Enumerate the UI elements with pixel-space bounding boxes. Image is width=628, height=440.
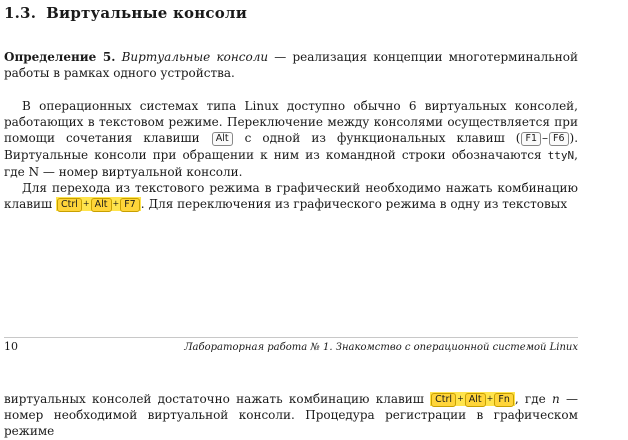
paragraph3-text-3: — номер необходимой виртуальной консоли. Процедура регистрации в графическом режиме: [4, 392, 578, 439]
key-plus: +: [486, 394, 494, 403]
definition-term: Виртуальные консоли: [121, 50, 269, 64]
key-plus: +: [112, 199, 120, 209]
key-combo-highlight: [56, 197, 141, 211]
tty-code: ttyN: [547, 148, 575, 162]
key-ctrl: Ctrl: [57, 198, 82, 212]
key-plus: +: [457, 394, 464, 403]
key-alt: Alt: [212, 132, 233, 146]
definition-text: — реализация концепции многотерминальной работы в рамках одного устройства.: [4, 50, 579, 81]
paragraph1-text-2: с одной из функциональных клавиш (: [233, 131, 521, 146]
paragraph3-text-1: виртуальных консолей достаточно нажать комбинацию клавиш: [4, 392, 431, 406]
paragraph1-text-5: , где N — номер виртуальной консоли.: [4, 147, 578, 179]
paragraph2-text-1: Для перехода из текстового режима в графический необходимо нажать комбинацию клавиш: [4, 181, 578, 212]
running-header: Лабораторная работа № 1. Знакомство с операционной системой Linux: [184, 342, 578, 353]
key-ctrl: Ctrl: [431, 393, 456, 407]
next-page-paragraph: [4, 391, 578, 440]
body-paragraphs: [4, 98, 578, 212]
paragraph1-dash: –: [542, 131, 548, 146]
definition-paragraph: [4, 49, 578, 81]
key-alt: Alt: [91, 198, 112, 212]
key-combo-highlight: [430, 392, 515, 406]
variable-n: n: [551, 392, 560, 406]
key-fn: Fn: [494, 393, 514, 407]
section-heading: [4, 4, 247, 22]
section-number: 1.3.: [4, 4, 37, 22]
paragraph1-text-1: В операционных системах типа Linux доступно обычно 6 виртуальных консолей, работающих в текстовом режиме. Переключение между консолями осуществляется при помощи сочетания клавиши: [4, 99, 578, 146]
section-title: Виртуальные консоли: [46, 4, 248, 22]
paragraph2-text-2: . Для переключения из графического режима в одну из текстовых: [140, 197, 568, 212]
key-f7: F7: [120, 198, 140, 212]
key-plus: +: [82, 199, 90, 209]
key-f1: F1: [521, 132, 541, 146]
page-number: 10: [4, 340, 18, 353]
paragraph3-text-2: , где: [514, 392, 552, 406]
page-footer: [4, 337, 578, 353]
definition-label: Определение 5.: [4, 50, 116, 64]
key-f6: F6: [549, 132, 569, 146]
key-alt: Alt: [465, 393, 486, 407]
paragraph1-text-4: ). Виртуальные консоли при обращении к ним из командной строки обозначаются: [4, 131, 579, 162]
